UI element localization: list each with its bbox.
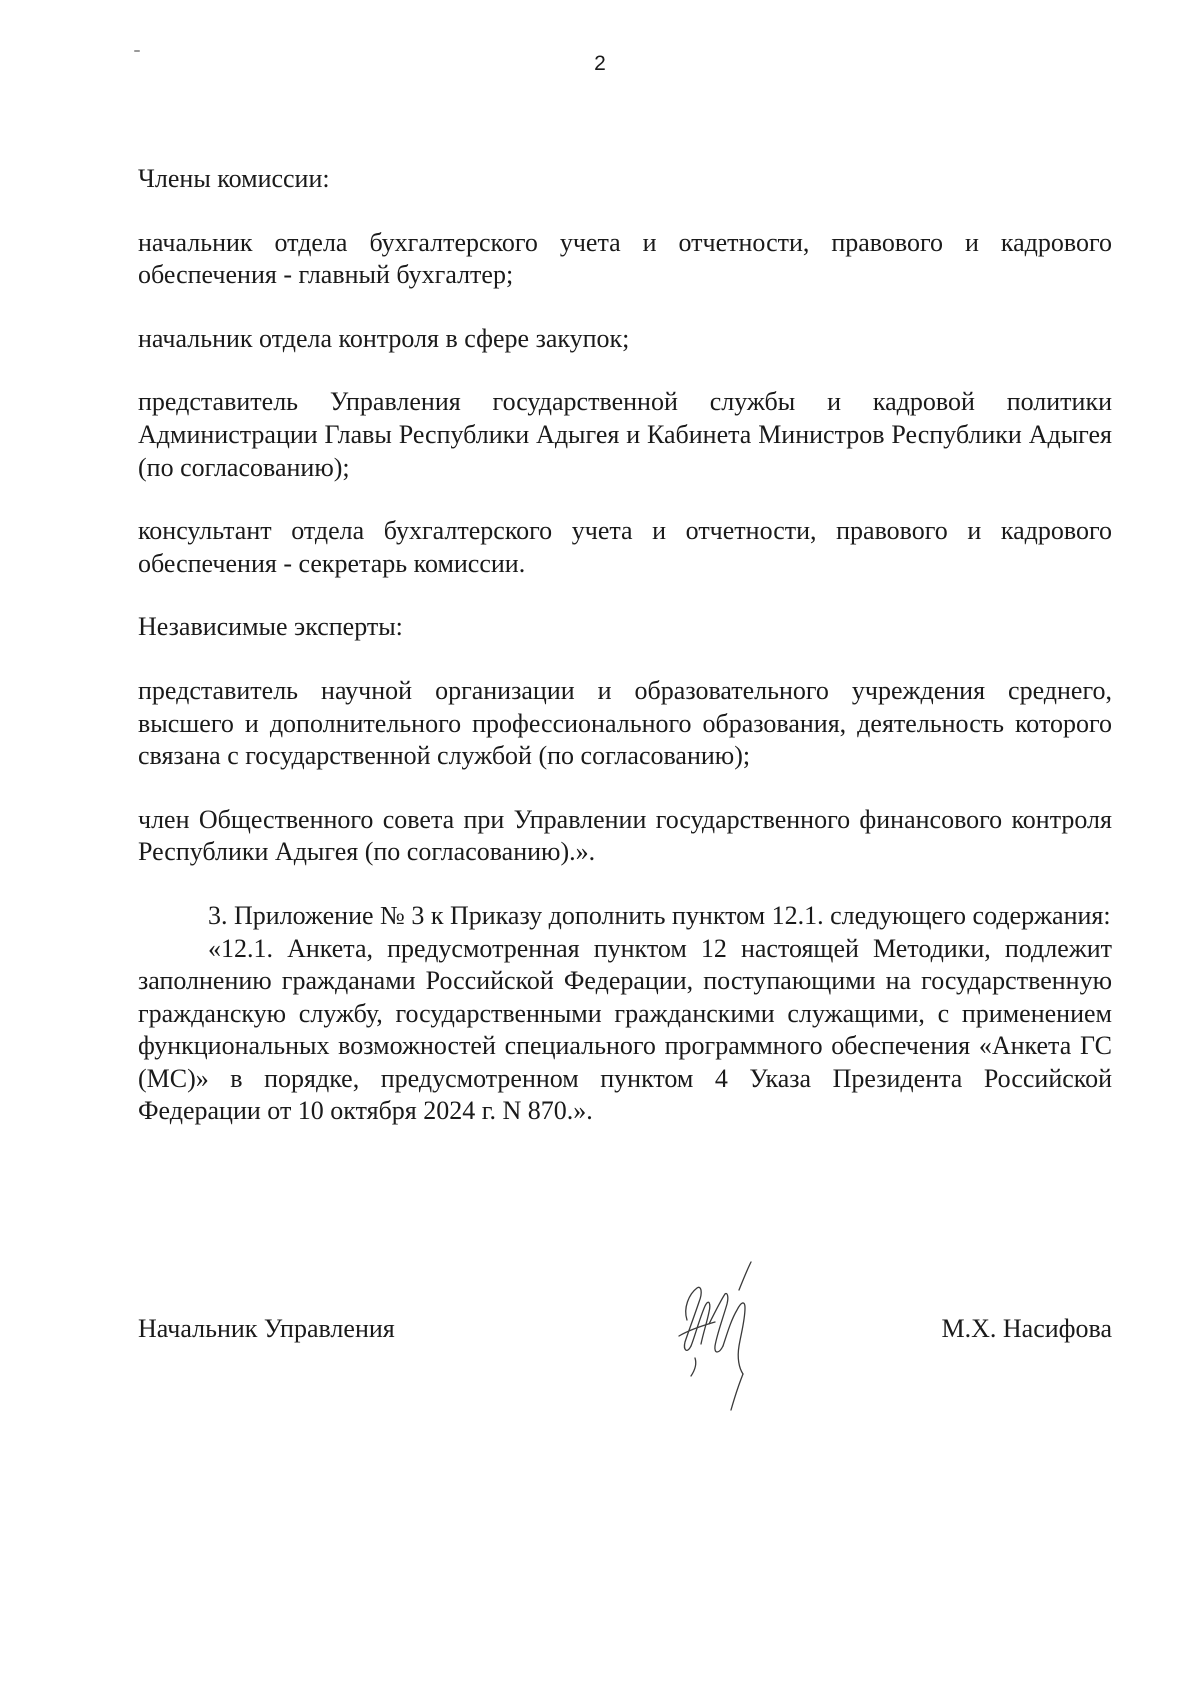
member-secretary: консультант отдела бухгалтерского учета и отчетности, правового и кадрового обеспечения - секретарь комиссии. [138,516,1112,578]
member-chief-accountant: начальник отдела бухгалтерского учета и отчетности, правового и кадрового обеспечения - главный бухгалтер; [138,227,1112,290]
member-civil-service-representative: представитель Управления государственной службы и кадровой политики Администрации Главы Республики Адыгея и Кабинета Министров Республики Адыгея (по согласованию); [138,387,1112,482]
handwritten-signature [665,1250,785,1425]
page-number: 2 [594,52,606,75]
signatory-name: М.Х. Насифова [941,1314,1112,1343]
clause-12-1: «12.1. Анкета, предусмотренная пунктом 12 настоящей Методики, подлежит заполнению гражданами Российской Федерации, поступающими на государственную гражданскую службу, государственными гражданскими служащими, с применением функциональных возможностей специального программного обеспечения «Анкета ГС (МС)» в порядке, предусмотренном пунктом 4 Указа Президента Российской Федерации от 10 октября 2024 г. N 870.». [138,933,1112,1126]
document-body [138,163,1112,1128]
experts-heading: Независимые эксперты: [138,612,403,642]
members-heading: Члены комиссии: [138,164,330,193]
expert-education-representative: представитель научной организации и образовательного учреждения среднего, высшего и дополнительного профессионального образования, деятельность которого связана с государственной службой (по согласованию); [138,675,1112,771]
signatory-title: Начальник Управления [138,1314,395,1343]
signature-block [138,1313,1112,1353]
clause-3: 3. Приложение № 3 к Приказу дополнить пунктом 12.1. следующего содержания: [208,900,1111,930]
member-procurement-head: начальник отдела контроля в сфере закупок; [138,323,630,353]
expert-public-council-member: член Общественного совета при Управлении государственного финансового контроля Республики Адыгея (по согласованию).». [138,804,1112,867]
